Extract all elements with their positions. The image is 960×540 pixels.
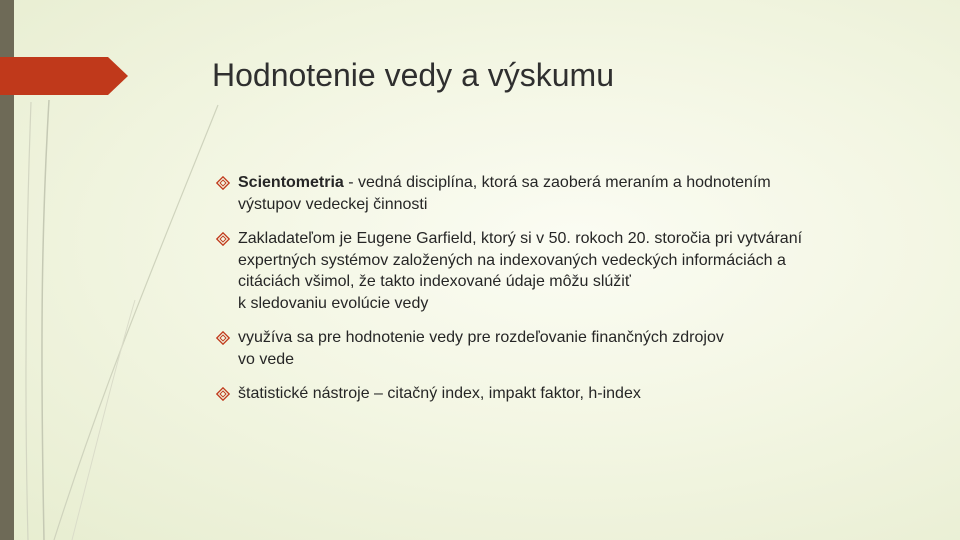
bullet-item xyxy=(214,172,864,215)
bullet-item xyxy=(214,228,864,314)
bullet-item xyxy=(214,383,864,405)
title-accent-arrow xyxy=(0,57,128,95)
bullet-continuation-line: k sledovaniu evolúcie vedy xyxy=(238,294,429,312)
bullet-continuation-line: citáciách všimol, že takto indexované údaje môžu slúžiť xyxy=(238,273,631,290)
slide-title: Hodnotenie vedy a výskumu xyxy=(212,57,614,93)
bullet-continuation-line: expertných systémov založených na indexovaných vedeckých informáciách a xyxy=(238,251,786,269)
bullet-continuation-line: vo vede xyxy=(238,350,295,368)
diamond-outline-icon xyxy=(216,232,230,246)
bullet-first-line-text: štatistické nástroje – citačný index, impakt faktor, h-index xyxy=(238,385,641,402)
bullet-continuation-line: výstupov vedeckej činnosti xyxy=(238,195,428,213)
bullet-first-line xyxy=(238,383,864,405)
diamond-outline-icon xyxy=(216,387,230,401)
bullet-item xyxy=(214,327,864,370)
bullet-lead-term: Scientometria xyxy=(238,174,344,191)
bullet-first-line-text: Zakladateľom je Eugene Garfield, ktorý si v 50. rokoch 20. storočia pri vytváraní xyxy=(238,230,803,247)
bullet-first-line xyxy=(238,228,864,250)
bullet-first-line-text: využíva sa pre hodnotenie vedy pre rozdeľovanie finančných zdrojov xyxy=(238,329,724,346)
bullet-first-line xyxy=(238,172,864,194)
bullet-list xyxy=(214,172,864,418)
diamond-outline-icon xyxy=(216,176,230,190)
diamond-outline-icon xyxy=(216,331,230,345)
bullet-first-line-text: - vedná disciplína, ktorá sa zaoberá meraním a hodnotením xyxy=(343,174,771,191)
bullet-first-line xyxy=(238,327,864,349)
